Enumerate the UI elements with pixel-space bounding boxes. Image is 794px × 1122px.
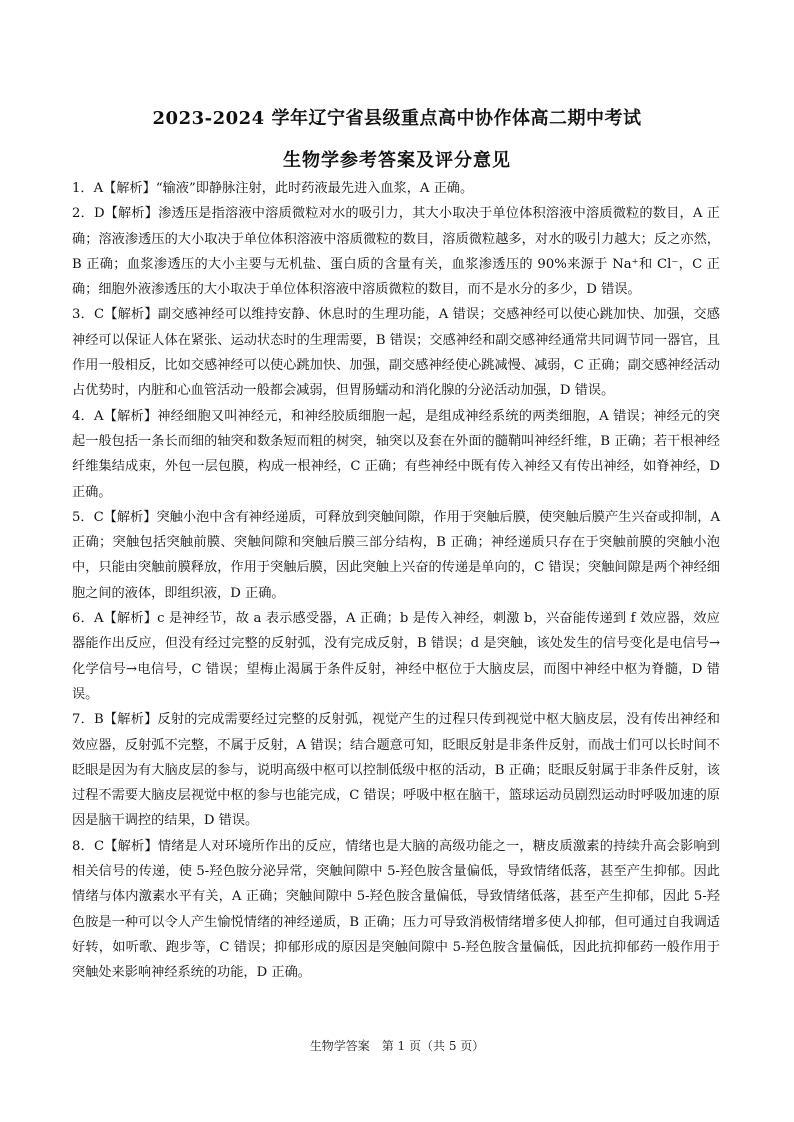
answer-list bbox=[72, 176, 720, 986]
answer-item-7: 7．B【解析】反射的完成需要经过完整的反射弧，视觉产生的过程只传到视觉中枢大脑皮层，没有传出神经和效应器，反射弧不完整，不属于反射，A 错误；结合题意可知，眨眼反射是非条件反射，而战士们可以长时间不眨眼是因为有大脑皮层的参与，说明高级中枢可以控制低级中枢的活动，B 正确；眨眼反射属于非条件反射，该过程不需要大脑皮层视觉中枢的参与也能完成，C 错误；呼吸中枢在脑干，篮球运动员剧烈运动时呼吸加速的原因是脑干调控的结果，D 错误。 bbox=[72, 712, 720, 829]
page-footer: 生物学答案 第 1 页（共 5 页） bbox=[309, 1039, 485, 1053]
page-subtitle: 生物学参考答案及评分意见 bbox=[283, 150, 511, 171]
answer-item-8: 8．C【解析】情绪是人对环境所作出的反应，情绪也是大脑的高级功能之一，糖皮质激素的持续升高会影响到相关信号的传递，使 5-羟色胺分泌异常，突触间隙中 5-羟色胺含量偏低，导致情绪低落，甚至产生抑郁。因此情绪与体内激素水平有关，A 正确；突触间隙中 5-羟色胺含量偏低，导致情绪低落，甚至产生抑郁，因此 5-羟色胺是一种可以令人产生愉悦情绪的神经递质，B 正确；压力可导致消极情绪增多使人抑郁，但可通过自我调适好转，如听歌、跑步等，C 错误；抑郁形成的原因是突触间隙中 5-羟色胺含量偏低，因此抗抑郁药一般作用于突触处来影响神经系统的功能，D 正确。 bbox=[72, 838, 720, 981]
page-title: 2023-2024 学年辽宁省县级重点高中协作体高二期中考试 bbox=[152, 108, 642, 129]
answer-item-1: 1．A【解析】“输液”即静脉注射，此时药液最先进入血浆，A 正确。 bbox=[72, 181, 474, 196]
answer-item-6: 6．A【解析】c 是神经节，故 a 表示感受器，A 正确；b 是传入神经，刺激 b，兴奋能传递到 f 效应器，效应器能作出反应，但没有经过完整的反射弧，没有完成反射，B 错误；d 是突触，该处发生的信号变化是电信号→化学信号→电信号，C 错误；望梅止渴属于条件反射，神经中枢位于大脑皮层，而图中神经中枢为脊髓，D 错误。 bbox=[72, 611, 720, 702]
answer-item-3: 3．C【解析】副交感神经可以维持安静、休息时的生理功能，A 错误；交感神经可以使心跳加快、加强，交感神经可以保证人体在紧张、运动状态时的生理需要，B 错误；交感神经和副交感神经通常共同调节同一器官，且作用一般相反，比如交感神经可以使心跳加快、加强，副交感神经使心跳减慢、减弱，C 正确；副交感神经活动占优势时，内脏和心血管活动一般都会减弱，但胃肠蠕动和消化腺的分泌活动加强，D 错误。 bbox=[72, 307, 720, 399]
answer-item-2: 2．D【解析】渗透压是指溶液中溶质微粒对水的吸引力，其大小取决于单位体积溶液中溶质微粒的数目，A 正确；溶液渗透压的大小取决于单位体积溶液中溶质微粒的数目，溶质微粒越多，对水的吸引力越大；反之亦然，B 正确；血浆渗透压的大小主要与无机盐、蛋白质的含量有关，血浆渗透压的 90%来源于 Na⁺和 Cl⁻，C 正确；细胞外液渗透压的大小取决于单位体积溶液中溶质微粒的数目，而不是水分的多少，D 错误。 bbox=[72, 206, 720, 298]
answer-item-5: 5．C【解析】突触小泡中含有神经递质，可释放到突触间隙，作用于突触后膜，使突触后膜产生兴奋或抑制，A 正确；突触包括突触前膜、突触间隙和突触后膜三部分结构，B 正确；神经递质只存在于突触前膜的突触小泡中，只能由突触前膜释放，作用于突触后膜，因此突触上兴奋的传递是单向的，C 错误；突触间隙是两个神经细胞之间的液体，即组织液，D 正确。 bbox=[72, 509, 720, 601]
answer-item-4: 4．A【解析】神经细胞又叫神经元，和神经胶质细胞一起，是组成神经系统的两类细胞，A 错误；神经元的突起一般包括一条长而细的轴突和数条短而粗的树突，轴突以及套在外面的髓鞘叫神经纤维，B 正确；若干根神经纤维集结成束，外包一层包膜，构成一根神经，C 正确；有些神经中既有传入神经又有传出神经，如脊神经，D 正确。 bbox=[72, 408, 720, 500]
